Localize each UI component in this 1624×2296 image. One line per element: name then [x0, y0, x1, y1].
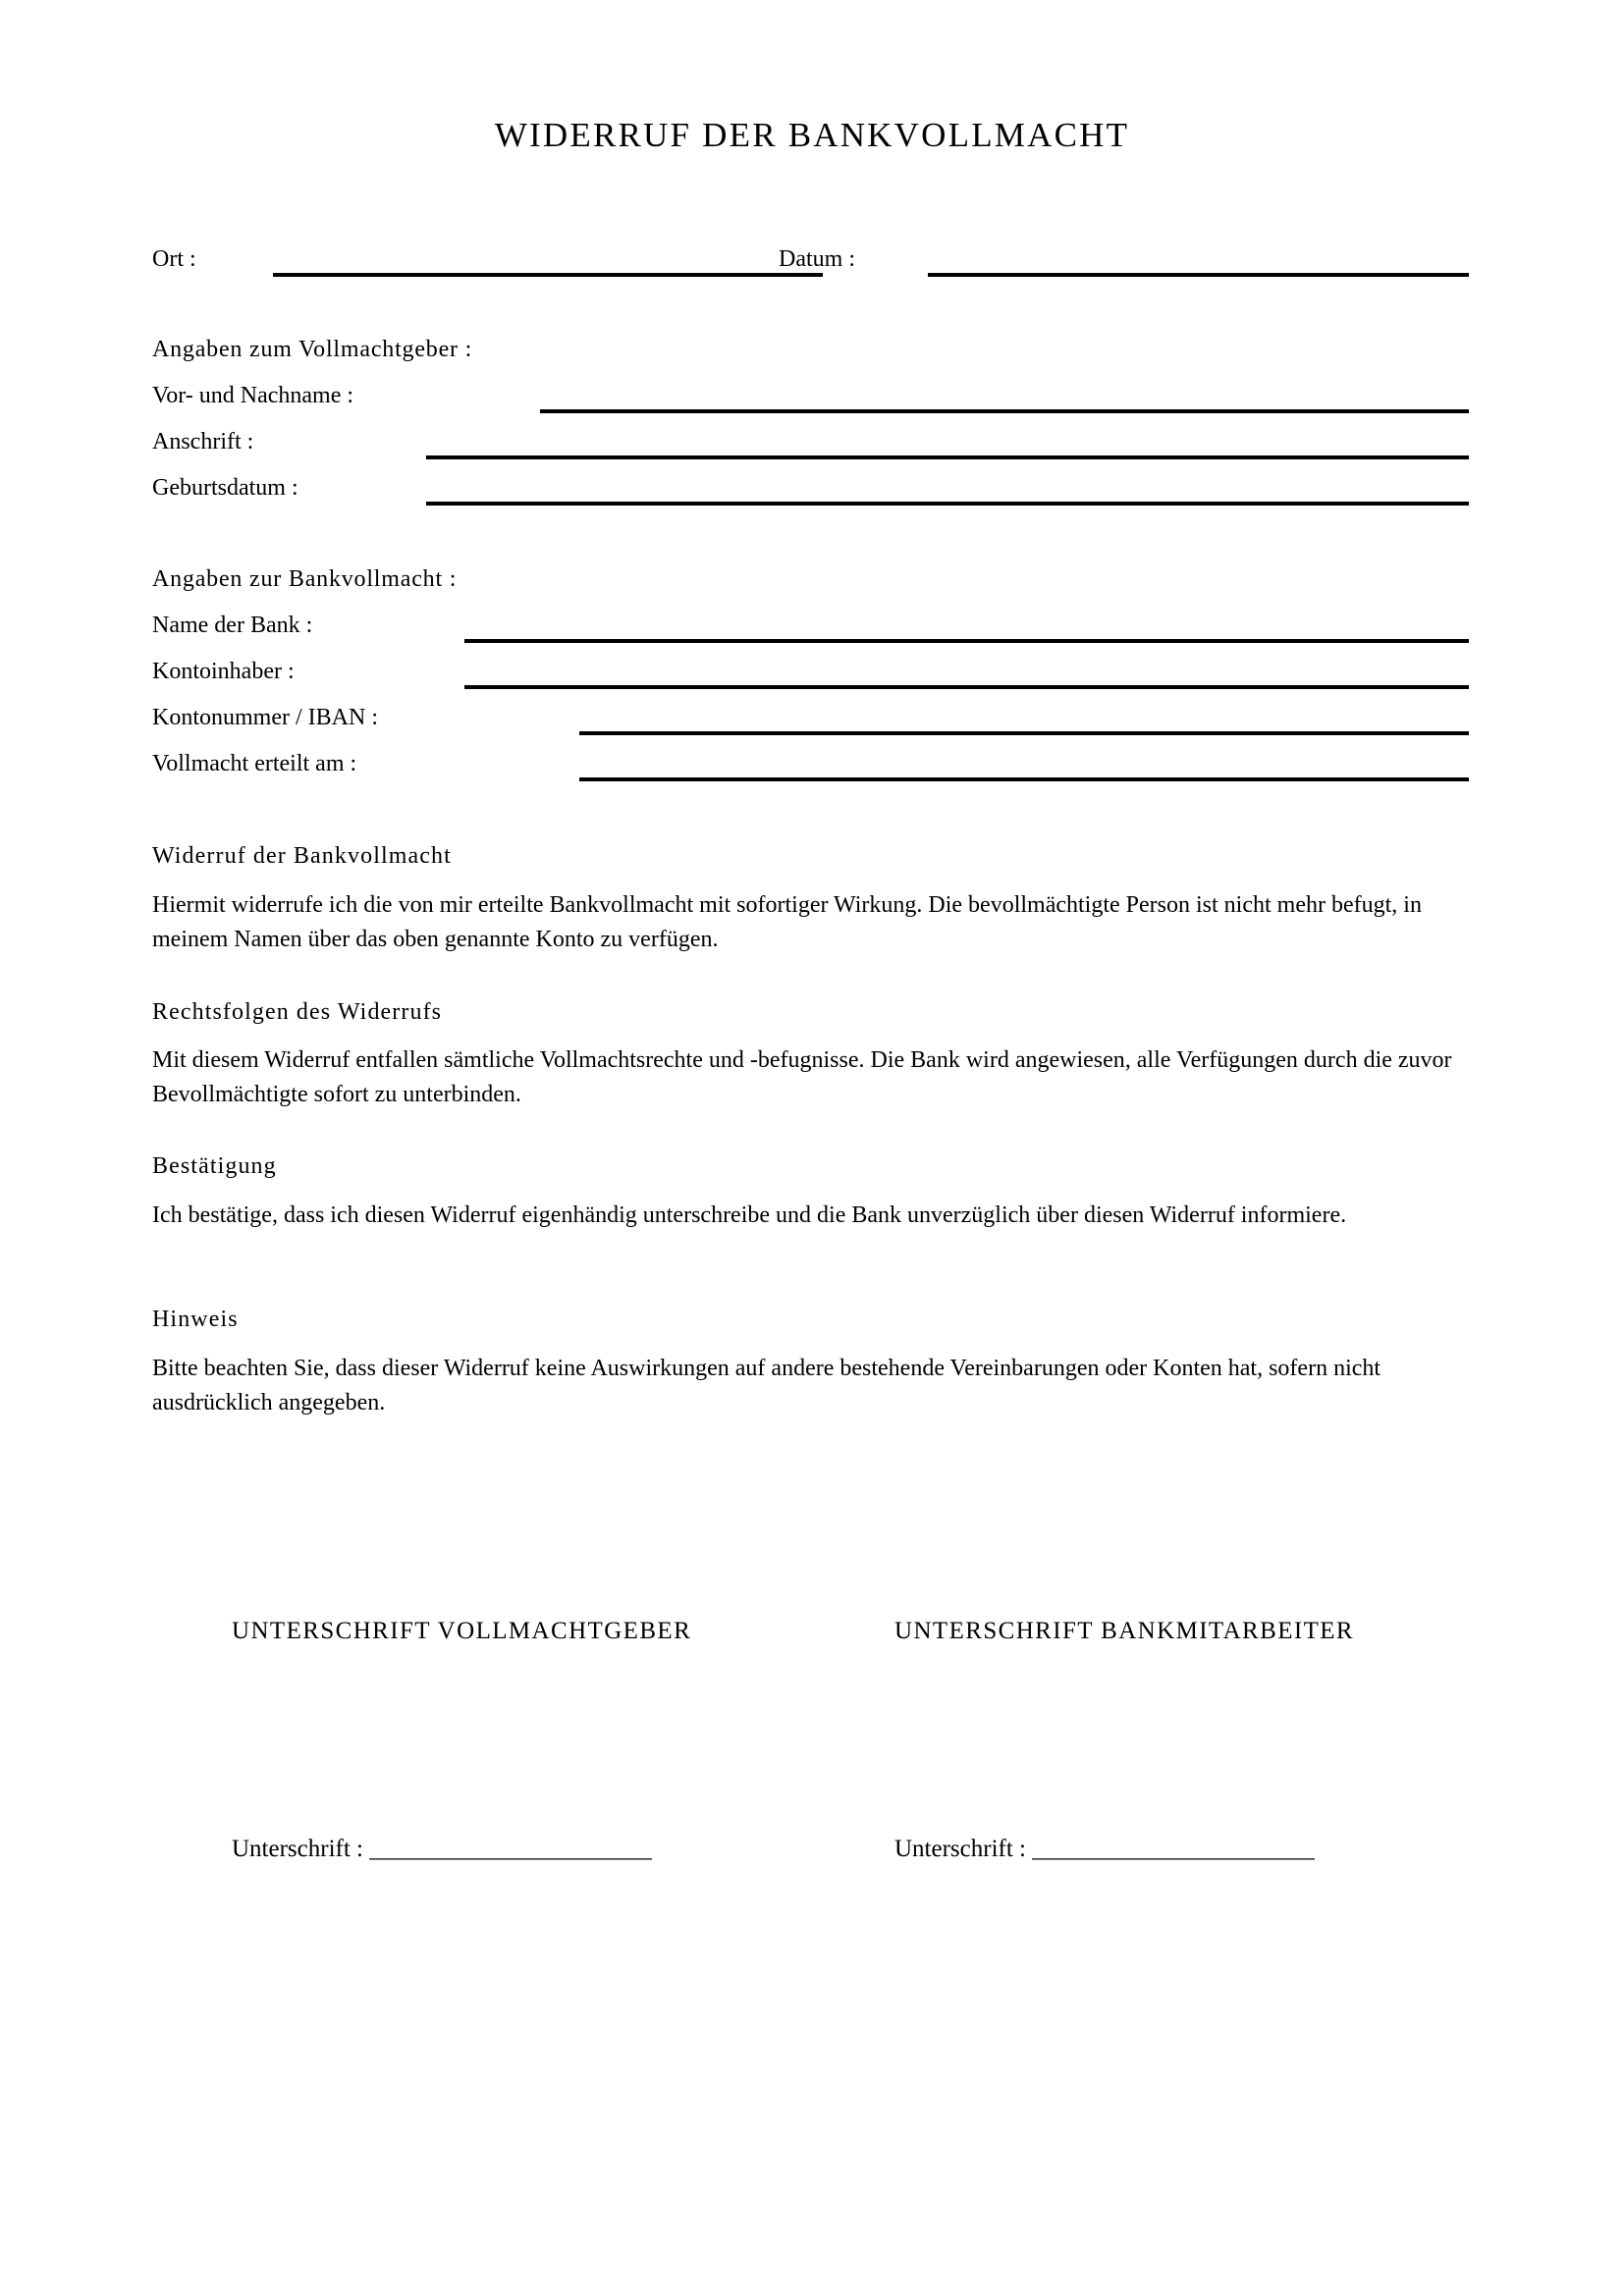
clause-heading-rechtsfolgen: Rechtsfolgen des Widerrufs	[152, 999, 443, 1025]
input-kontonummer-iban[interactable]	[579, 731, 1469, 735]
clause-heading-bestaetigung: Bestätigung	[152, 1153, 277, 1179]
label-kontoinhaber: Kontoinhaber :	[152, 659, 295, 684]
label-vor-und-nachname: Vor- und Nachname :	[152, 383, 354, 408]
label-vollmacht-erteilt-am: Vollmacht erteilt am :	[152, 751, 357, 776]
signature-heading-vollmachtgeber: UNTERSCHRIFT VOLLMACHTGEBER	[232, 1618, 692, 1644]
clause-text-widerruf: Hiermit widerrufe ich die von mir erteilte Bankvollmacht mit sofortiger Wirkung. Die bevollmächtigte Person ist nicht mehr befugt, in meinem Namen über das oben genannte Konto zu verfügen.	[152, 892, 1422, 952]
heading-bank-section: Angaben zur Bankvollmacht :	[152, 566, 458, 592]
page-title: WIDERRUF DER BANKVOLLMACHT	[494, 116, 1130, 154]
clause-text-hinweis: Bitte beachten Sie, dass dieser Widerruf keine Auswirkungen auf andere bestehende Vereinbarungen oder Konten hat, sofern nicht ausdrücklich angegeben.	[152, 1356, 1381, 1415]
input-vor-und-nachname[interactable]	[540, 409, 1469, 413]
label-datum: Datum :	[779, 246, 855, 272]
signature-heading-bankmitarbeiter: UNTERSCHRIFT BANKMITARBEITER	[894, 1618, 1355, 1644]
label-geburtsdatum: Geburtsdatum :	[152, 475, 298, 501]
input-kontoinhaber[interactable]	[464, 685, 1469, 689]
signature-field-vollmachtgeber[interactable]: Unterschrift : _______________________	[232, 1836, 652, 1862]
label-name-der-bank: Name der Bank :	[152, 613, 313, 638]
clause-text-bestaetigung: Ich bestätige, dass ich diesen Widerruf eigenhändig unterschreibe und die Bank unverzüglich über diesen Widerruf informiere.	[152, 1202, 1347, 1228]
input-name-der-bank[interactable]	[464, 639, 1469, 643]
input-anschrift[interactable]	[426, 455, 1469, 459]
signature-field-bankmitarbeiter[interactable]: Unterschrift : _______________________	[894, 1836, 1315, 1862]
input-geburtsdatum[interactable]	[426, 502, 1469, 506]
label-ort: Ort :	[152, 246, 196, 272]
label-kontonummer-iban: Kontonummer / IBAN :	[152, 705, 378, 730]
heading-principal-section: Angaben zum Vollmachtgeber :	[152, 337, 473, 362]
clause-heading-widerruf: Widerruf der Bankvollmacht	[152, 843, 452, 869]
label-anschrift: Anschrift :	[152, 429, 254, 454]
clause-text-rechtsfolgen: Mit diesem Widerruf entfallen sämtliche Vollmachtsrechte und -befugnisse. Die Bank wird angewiesen, alle Verfügungen durch die zuvor Bevollmächtigte sofort zu unterbinden.	[152, 1047, 1452, 1107]
input-ort[interactable]	[273, 273, 823, 277]
clause-heading-hinweis: Hinweis	[152, 1307, 239, 1332]
input-datum[interactable]	[928, 273, 1469, 277]
input-vollmacht-erteilt-am[interactable]	[579, 777, 1469, 781]
